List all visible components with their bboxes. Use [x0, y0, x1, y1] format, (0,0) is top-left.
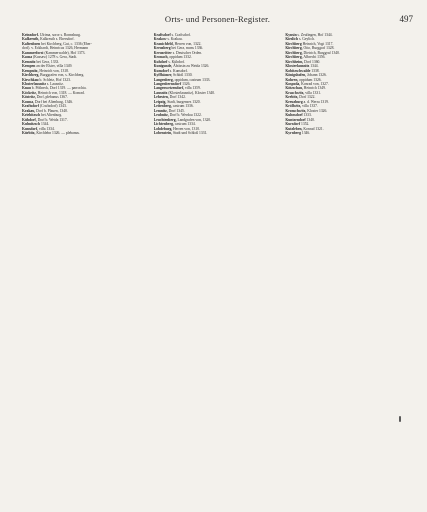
index-entry-heading: Kaltenborn — [22, 41, 41, 46]
index-entry-heading: Kronach, — [153, 55, 169, 60]
index-entry-heading: Kospoda, — [285, 81, 301, 86]
index-entry-heading: Langenbernsdorf — [153, 81, 182, 86]
index-entry-heading: Kuntzendorf — [285, 117, 306, 122]
index-entry-heading: Kausa — [22, 55, 33, 60]
index-entry-heading: Kalkreuth, — [22, 37, 40, 42]
index-entry-heading: Kuhdorf — [153, 59, 168, 64]
index-entry-heading: Kötzschau, — [285, 86, 303, 91]
index-entry-text: villa 1359. — [185, 86, 201, 91]
index-entry-text: s. Geylich. — [298, 37, 315, 42]
index-entry-heading: Leipzig, — [153, 99, 167, 104]
index-entry-text: villa 1337. — [302, 104, 318, 109]
index-entry-heading: Kammerforst — [22, 50, 44, 55]
index-entry — [285, 131, 413, 135]
index-entry-heading: Lobdeburg, — [153, 126, 173, 131]
index-entry — [154, 131, 282, 135]
index-entry-heading: Kyrnberg — [285, 130, 301, 135]
index-entry-text: (Craftsdorf) 1343. — [39, 104, 67, 109]
index-entry-text: Ulrima, soror s. Ronnsburg. — [39, 33, 81, 37]
index-entry-text: Kirchlehn 1326. — plebanus. — [36, 130, 80, 135]
index-entry-text: a. d. Werra 1319. — [303, 99, 329, 104]
index-entry-text: dorf). v. Eckhardt, Heinricus 1326, Hermann — [22, 46, 89, 51]
index-entry — [22, 131, 150, 135]
index-entry-heading: Leuchtenberg, — [153, 117, 177, 122]
index-entry-heading: Kemnitz — [22, 59, 36, 64]
index-entry-text: 1344. — [40, 122, 50, 127]
index-entry-heading: Kohren, — [285, 77, 299, 82]
index-entry-text: bei Altenburg. — [41, 113, 63, 118]
index-entry-text: Kalkreuth s. Ebersdorf. — [40, 37, 75, 42]
index-entry-text: Otto, Burggraf 1328. — [303, 46, 335, 51]
index-entry-heading: Kirschkau — [22, 77, 39, 82]
page-number: 497 — [399, 14, 413, 24]
index-entry-heading: Kempnitz, — [22, 68, 39, 73]
index-entry-text: (Klosterlausnitz), Kloster 1340. — [168, 90, 216, 95]
index-entry-heading: Kronschwitz, — [285, 108, 307, 113]
index-entry-text: 1340. — [306, 117, 315, 122]
index-entry-heading: Knau — [22, 86, 31, 91]
index-entry-text: Dietrich, Burggraf 1340. — [303, 50, 340, 55]
page-header — [22, 14, 413, 28]
index-entry-text: Äbtissin zu Weida 1326. — [173, 64, 210, 69]
index-entry-text: b. Pößneck, Dorf 1319. — parrochia. — [31, 86, 87, 91]
index-entry-heading: Kulmitzsch — [22, 122, 41, 127]
index-entry-heading: Kirchberg, — [285, 55, 303, 60]
index-entry-heading: Lichtenberg, — [153, 122, 174, 127]
index-entry-text: Dorf 1322. — [299, 95, 316, 100]
index-entry-text: 1338. — [311, 68, 320, 73]
index-entry-heading: Kyffhäuser, — [153, 73, 173, 78]
index-entry-text: Konrad 1321. — [303, 126, 324, 131]
index-entry-text: 1344. — [310, 64, 319, 69]
index-entry-heading: Kobitzschwalde — [285, 68, 311, 73]
index-entry-heading: Kutzleben, — [285, 126, 303, 131]
index-entry-text: s. Krakau. — [167, 37, 183, 42]
index-entry-heading: Kraftsdorf — [153, 33, 171, 37]
index-entry-text: Heinrich 1349. — [303, 86, 326, 91]
index-entry-heading: Königshofen, — [285, 73, 307, 78]
index-entry-heading: Kraschwitz, — [285, 90, 305, 95]
index-entry-text: Dorf 1342. — [169, 95, 186, 100]
index-entry-heading: Kirchberg, — [285, 46, 303, 51]
index-entry-heading: Kuhnsdorf — [285, 113, 303, 118]
ink-mark — [399, 416, 401, 422]
index-entry-heading: Klosterlausnitz — [285, 64, 310, 69]
index-entry-heading: Kunigunde, — [153, 64, 173, 69]
index-entry-text: 1346. — [301, 130, 311, 135]
index-entry-heading: Lehesten, — [153, 95, 169, 100]
index-entry-text: bei Gera, 1333. — [36, 59, 60, 64]
index-entry-text: s. Lausnitz. — [46, 81, 64, 86]
index-entry-heading: Kröllwitz, — [285, 104, 302, 109]
index-entry-heading: Langenwetzendorf, — [153, 86, 185, 91]
index-entry-text: s. Zeulingen, Hof 1344. — [297, 33, 333, 37]
index-entry-heading: Langenberg, — [153, 77, 174, 82]
index-entry-text: Landgrafen von, 1320. — [177, 117, 212, 122]
index-entry-heading: Krakau, — [22, 108, 36, 113]
index-entry-heading: Köstritz, — [22, 95, 36, 100]
index-entry-text: Dorf 1360. — [304, 59, 321, 64]
index-entry-text: Burggrafen von, s. Kirchberg. — [40, 73, 85, 78]
index-entry-heading: Krakow — [153, 37, 167, 42]
index-entry-text: b. Schleiz, Hof 1323. — [39, 77, 71, 82]
index-entry-text: oppidum 1332. — [169, 55, 192, 60]
index-entry-heading: Kosma, — [22, 99, 34, 104]
index-entry-text: Dorf b. Werdau 1322. — [169, 113, 202, 118]
index-entry-heading: Lausnitz — [153, 90, 168, 95]
index-entry-heading: Leubnitz, — [153, 113, 169, 118]
index-entry-text: castrum 1334. — [174, 122, 196, 127]
index-entry-heading: Klosterlausnitz — [22, 81, 46, 86]
index-entry-text: bei Kirchberg, Gut, c. 1336 (Eber- — [41, 41, 92, 46]
index-entry-text: Dorf bei Altenburg, 1346. — [34, 99, 74, 104]
index-entry-heading: Kieslich — [285, 37, 299, 42]
index-entry-heading: Lemnitz, — [153, 108, 168, 113]
index-entry-text: Dorf b. Plauen, 1340. — [36, 108, 68, 113]
index-entry-text: Herren von, 1310. — [173, 126, 200, 131]
index-entry-heading: Krebitz, — [285, 95, 299, 100]
index-entry-heading: Kreuzberg — [153, 46, 171, 51]
index-entry-heading: Kirchberg, — [22, 73, 40, 78]
index-entry-heading: Kempen — [22, 64, 36, 69]
index-entry-text: Herren von, 1322. — [174, 41, 202, 46]
index-entry-text: Kloster 1326. — [307, 108, 328, 113]
index-columns — [22, 33, 413, 501]
index-entry-text: Dorf 1345. — [168, 108, 185, 113]
index-entry-heading: Lobenstein, — [153, 130, 173, 135]
index-entry-heading: Kriebitzsch — [22, 113, 41, 118]
index-entry-heading: Leitenberg, — [153, 104, 172, 109]
index-entry-heading: Kreuzburg — [285, 99, 303, 104]
index-entry-text: 1326. — [182, 81, 191, 86]
index-entry-text: (Kammerwalde), Hof 1373. — [44, 50, 86, 55]
index-entry-heading: Kirchheim, — [285, 59, 304, 64]
index-entry-text: Stadt und Schloß 1331. — [172, 130, 208, 135]
index-entry-text: s. Kunsdorf. — [169, 68, 188, 73]
index-entry-text: villa 1334. — [39, 126, 55, 131]
index-entry-heading: Kraftsdorf — [22, 104, 39, 109]
index-entry-text: an der Elster, villa 1349. — [36, 64, 73, 69]
index-entry-text: Dorf b. Weida 1317. — [37, 117, 68, 122]
index-entry-text: Heinrich von, 1318. — [39, 68, 69, 73]
index-entry-text: Schloß 1330. — [173, 73, 193, 78]
index-entry-text: bei Gera, mons 1336. — [171, 46, 204, 51]
index-entry-heading: Kursdorf — [285, 122, 301, 127]
index-entry-text: castrum 1336. — [172, 104, 194, 109]
index-entry-heading: Köckritz, — [22, 90, 37, 95]
index-entry-heading: Kürbitz, — [22, 130, 36, 135]
index-entry-text: Heinrich, Vogt 1317. — [302, 41, 334, 46]
index-entry-text: Johann 1326. — [307, 73, 327, 78]
index-entry-heading: Kreuzritter — [153, 50, 172, 55]
index-column-1 — [22, 33, 150, 501]
index-entry-heading: Kirchberg, — [285, 50, 303, 55]
index-entry-text: Albrecht 1356. — [303, 55, 326, 60]
index-entry-text: s. Deutscher Orden. — [172, 50, 203, 55]
index-column-3 — [285, 33, 413, 501]
index-entry-heading: Kirchberg — [285, 41, 302, 46]
page-title: Orts- und Personen-Register. — [164, 14, 271, 24]
index-column-2 — [154, 33, 282, 501]
index-entry-heading: Kynsin — [285, 33, 297, 37]
index-entry-text: s. Craftsdorf. — [171, 33, 191, 37]
index-entry-text: Heinrich von, 1318. — Konrad. — [37, 90, 85, 95]
index-entry-text: 1352. — [301, 122, 310, 127]
index-entry-text: Konrad von, 1327. — [301, 81, 329, 86]
index-entry-text: oppidum, castrum 1333. — [174, 77, 211, 82]
index-entry-text: oppidum 1326. — [299, 77, 322, 82]
index-entry-heading: Keinzdorf. — [22, 33, 39, 37]
index-entry-text: (Kussaw) 1278 s. Gera, Stadt. — [32, 55, 78, 60]
index-entry-heading: Kühdorf, — [22, 117, 37, 122]
index-entry-heading: Kunsdorf, — [22, 126, 39, 131]
index-entry-heading: Kranichfeld, — [153, 41, 174, 46]
index-entry-text: 1333. — [303, 113, 312, 118]
index-entry-text: Stadt, burgenses 1320. — [167, 99, 201, 104]
index-entry-text: s. Kühdorf. — [168, 59, 186, 64]
index-entry-heading: Kunsdorf — [153, 68, 169, 73]
index-entry-text: villa 1331. — [305, 90, 321, 95]
index-entry-text: Dorf, plebanus 1367. — [36, 95, 68, 100]
